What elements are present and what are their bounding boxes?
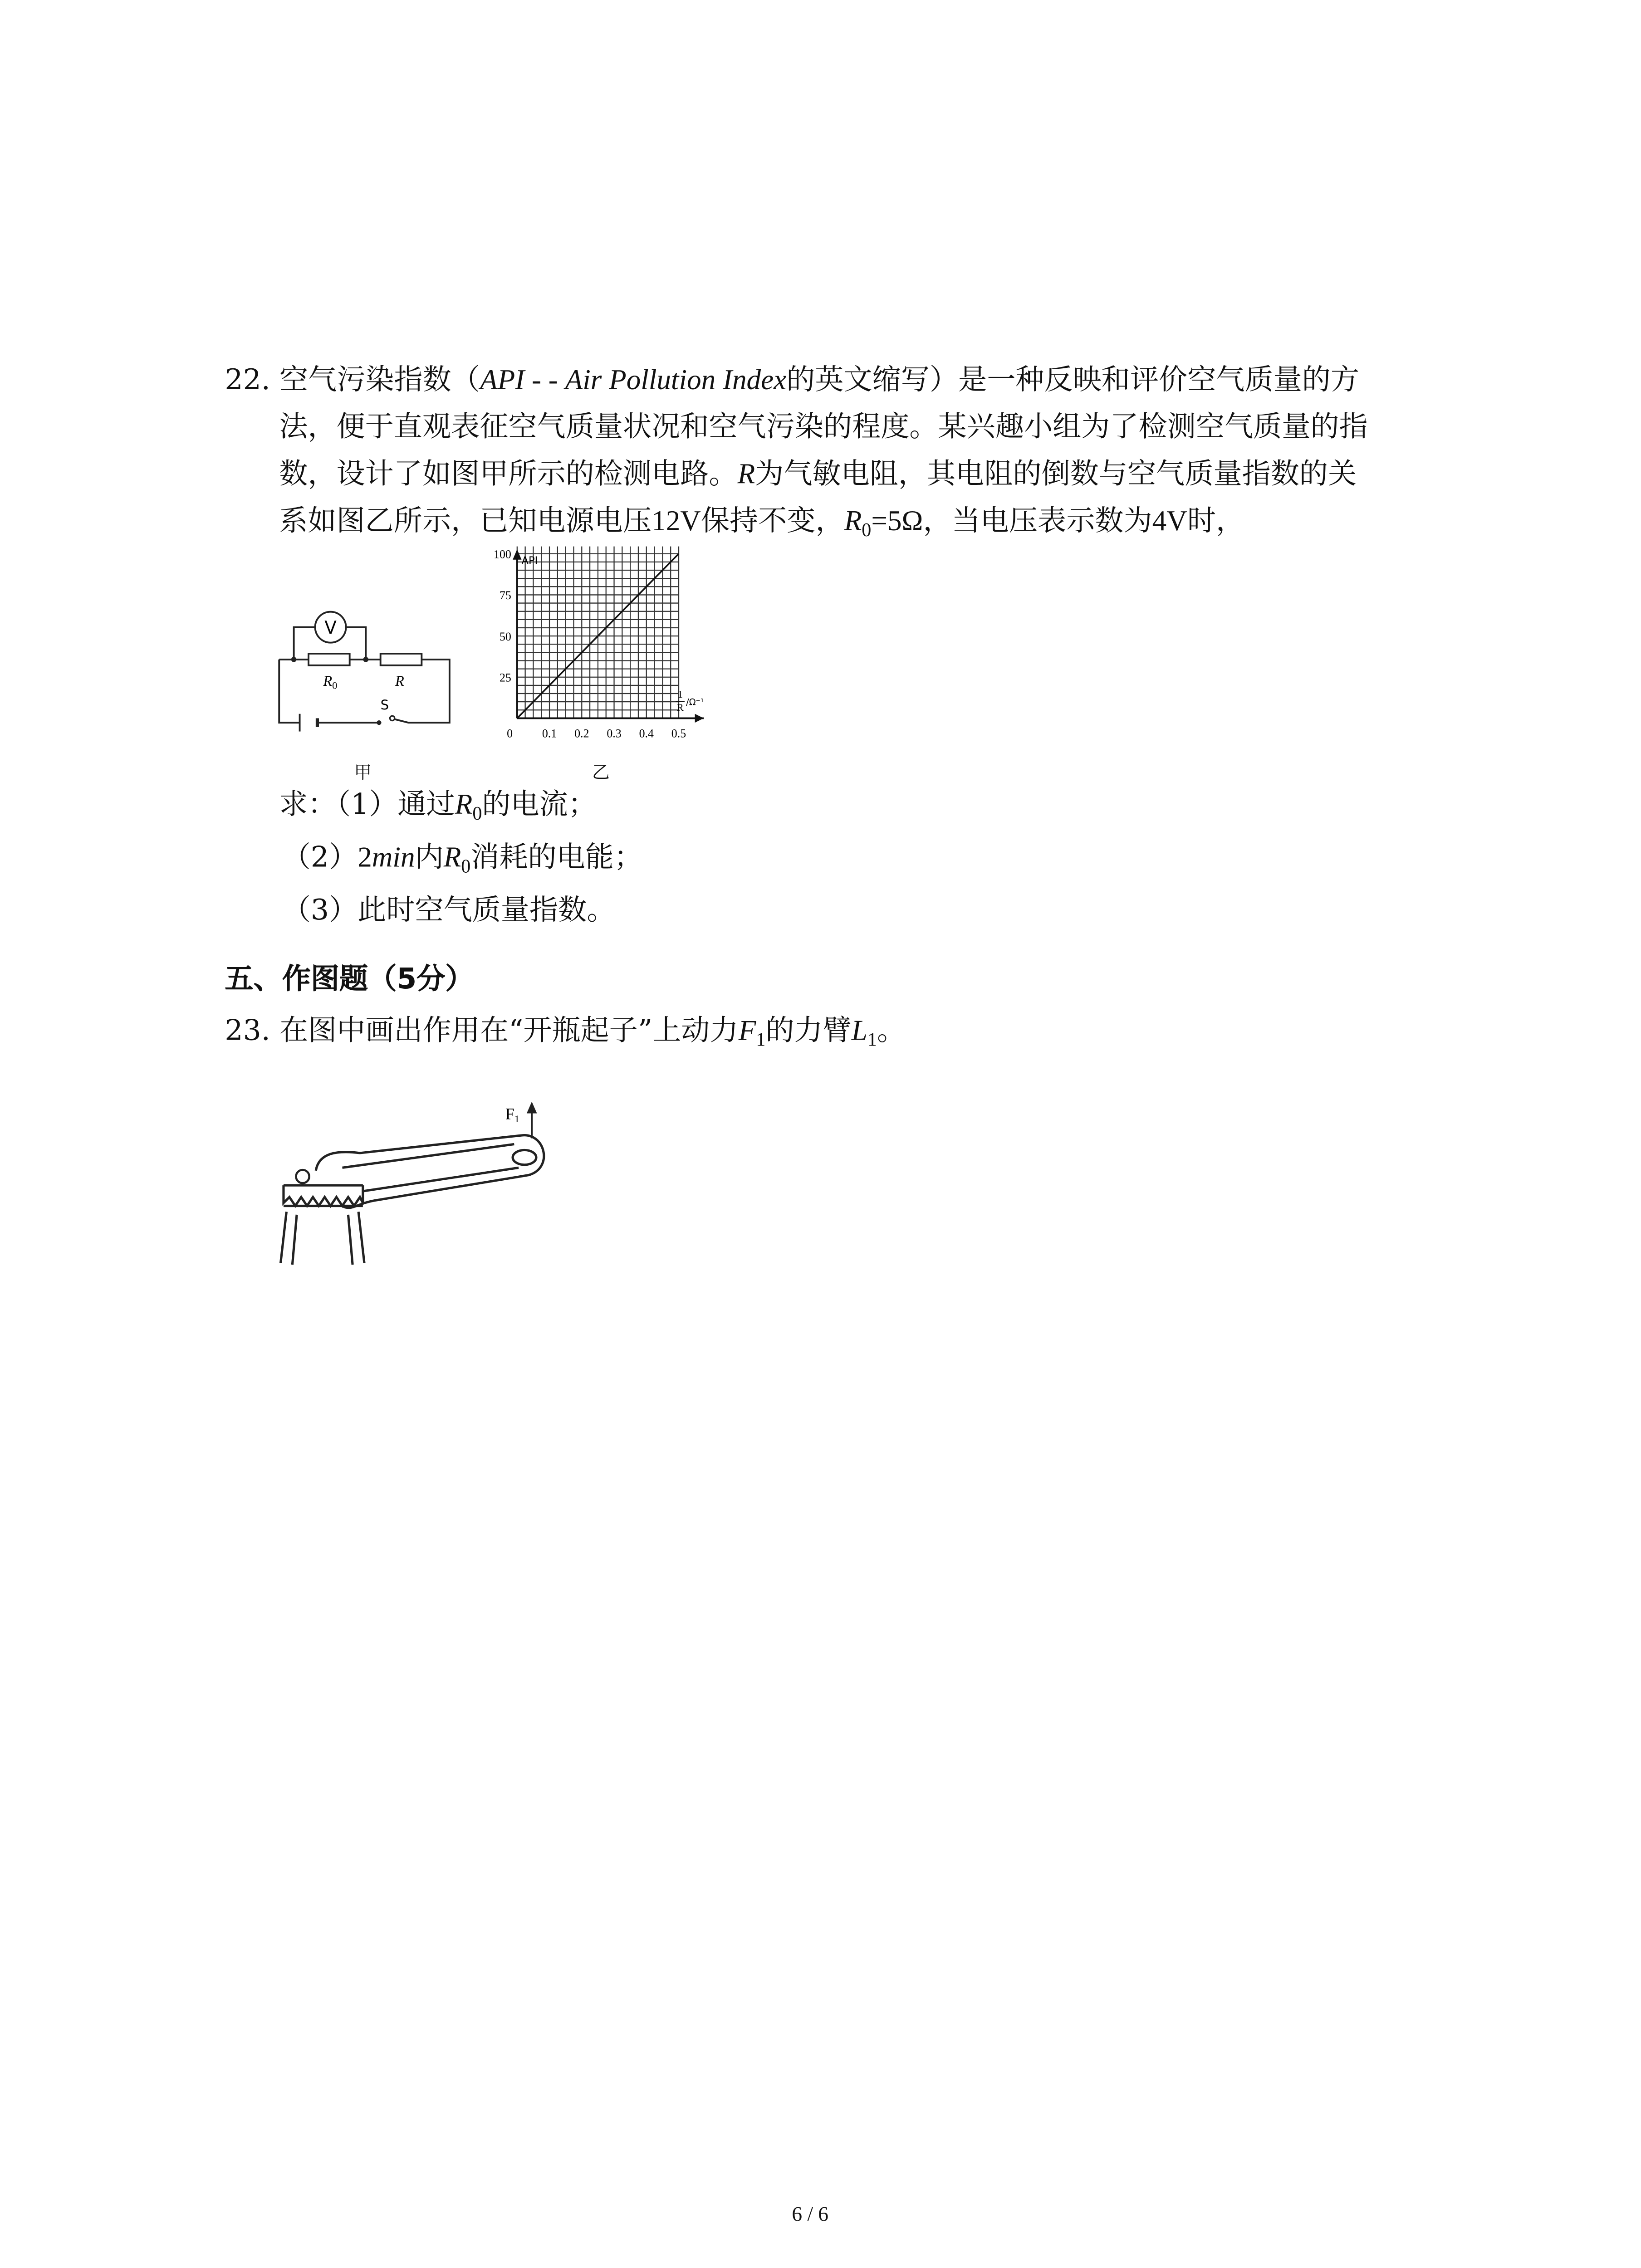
bottle-cap	[284, 1185, 363, 1206]
y-tick-label: 25	[499, 671, 511, 684]
y-tick-label: 50	[499, 630, 511, 643]
y-tick-label: 75	[499, 589, 511, 602]
y-axis-label: API	[521, 555, 538, 567]
opener-handle	[316, 1135, 544, 1208]
x-axis-arrow	[695, 714, 704, 723]
q22-ask-2: （2）2min内$R_0$消耗的电能；	[282, 840, 643, 877]
r-label: R	[395, 673, 404, 690]
x-axis-label-den: R	[676, 702, 684, 714]
chart-caption: 乙	[592, 762, 610, 783]
switch-label: S	[380, 697, 389, 713]
q22-line-2: 法，便于直观表征空气质量状况和空气污染的程度。某兴趣小组为了检测空气质量的指	[279, 410, 1368, 444]
y-tick-label: 100	[494, 547, 511, 561]
x-tick-label: 0.4	[639, 727, 654, 740]
circuit-diagram	[265, 595, 463, 734]
x-tick-label: 0.5	[671, 727, 686, 740]
q22-number: 22.	[225, 362, 270, 397]
circuit-caption: 甲	[354, 762, 372, 783]
q22-line-1: 22. 空气污染指数（API - - Air Pollution Index的英文缩写）是一种反映和评价空气质量的方	[225, 362, 1360, 397]
bottle-opener-figure	[272, 1094, 566, 1271]
x-tick-label: 0.3	[607, 727, 622, 740]
r0-label: $R_0$	[323, 673, 338, 691]
force-label: F1	[505, 1105, 520, 1124]
voltmeter-label: V	[324, 618, 337, 639]
q23-line: 23. 在图中画出作用在“开瓶起子”上动力$F_1$的力臂$L_1$。	[225, 1013, 906, 1051]
section-title: 五、作图题（5分）	[225, 962, 474, 996]
x-axis-label-unit: /Ω⁻¹	[686, 697, 704, 708]
r-resistor	[381, 654, 422, 665]
q22-line-4: 系如图乙所示，已知电源电压12V保持不变，$R_0=5\Omega$，当电压表示数为4V时，	[279, 503, 1245, 541]
x-tick-label: 0.2	[574, 727, 589, 740]
x-axis-label-num: 1	[677, 689, 683, 700]
origin-label: 0	[507, 727, 513, 740]
pivot-icon	[296, 1170, 309, 1183]
bottle-neck	[280, 1212, 364, 1265]
q22-ask-3: （3）此时空气质量指数。	[282, 893, 616, 927]
q22-ask-1: 求：（1）通过$R_0$的电流；	[279, 787, 597, 824]
page-number: 6 / 6	[792, 2204, 828, 2227]
q23-number: 23.	[225, 1013, 270, 1047]
y-axis-arrow	[513, 549, 521, 560]
x-tick-label: 0.1	[542, 727, 557, 740]
r0-resistor	[309, 654, 350, 665]
switch-icon	[377, 720, 381, 725]
q22-line-3: 数，设计了如图甲所示的检测电路。R为气敏电阻，其电阻的倒数与空气质量指数的关	[279, 457, 1357, 491]
api-chart	[485, 547, 735, 752]
